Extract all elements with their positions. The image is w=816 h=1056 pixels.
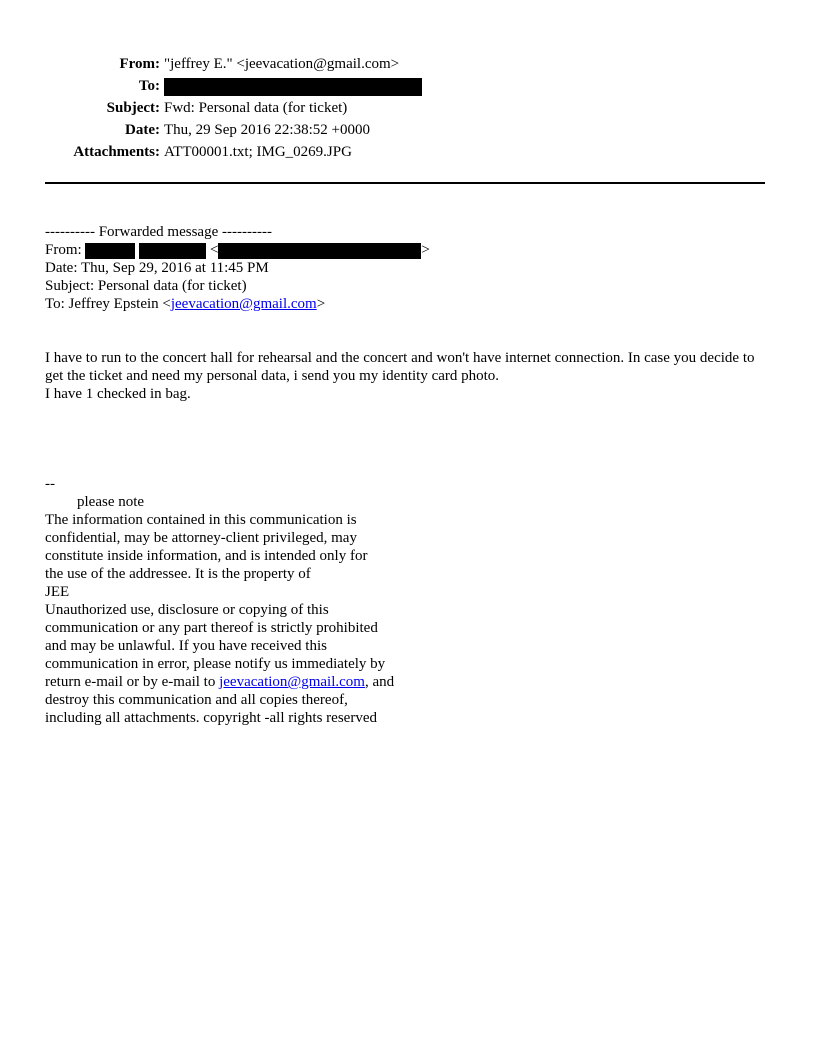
header-divider <box>45 182 765 184</box>
angle-open: < <box>209 242 219 258</box>
subject-value: Fwd: Personal data (for ticket) <box>164 100 348 116</box>
signature-return-line <box>45 673 765 691</box>
from-value: "jeffrey E." <jeevacation@gmail.com> <box>164 56 400 72</box>
forwarded-to-prefix: To: Jeffrey Epstein < <box>45 296 171 312</box>
forwarded-from-line <box>45 241 765 259</box>
from-label: From: <box>119 56 160 72</box>
to-value <box>164 75 422 97</box>
date-label: Date: <box>125 122 160 138</box>
message-bag-line: I have 1 checked in bag. <box>45 386 191 402</box>
redaction-block <box>164 78 422 96</box>
signature-line: confidential, may be attorney-client privileged, may <box>45 530 357 546</box>
signature-line: the use of the addressee. It is the property of <box>45 566 311 582</box>
signature-line: JEE <box>45 584 70 600</box>
signature-line: destroy this communication and all copies thereof, <box>45 692 348 708</box>
forwarded-to-suffix: > <box>316 296 326 312</box>
return-prefix: return e-mail or by e-mail to <box>45 674 220 690</box>
forwarded-to-email-link[interactable]: jeevacation@gmail.com <box>170 296 317 312</box>
return-suffix: , and <box>364 674 395 690</box>
angle-close: > <box>421 242 430 258</box>
to-label: To: <box>138 78 160 94</box>
header-subject-row <box>44 97 422 119</box>
redaction-block <box>139 243 206 259</box>
signature-line: including all attachments. copyright -all rights reserved <box>45 710 377 726</box>
subject-label: Subject: <box>106 100 160 116</box>
signature-please-note: please note <box>77 494 145 510</box>
signature-line: communication or any part thereof is strictly prohibited <box>45 620 378 636</box>
header-to-row <box>44 75 422 97</box>
signature-email-link[interactable]: jeevacation@gmail.com <box>219 674 365 690</box>
redaction-block <box>85 243 135 259</box>
forwarded-subject-line: Subject: Personal data (for ticket) <box>45 278 247 294</box>
message-body <box>45 349 765 403</box>
attachments-value: ATT00001.txt; IMG_0269.JPG <box>164 144 352 160</box>
signature-line: communication in error, please notify us immediately by <box>45 656 386 672</box>
forwarded-to-line <box>45 295 765 313</box>
forwarded-message-header <box>45 223 765 313</box>
forwarded-date-line: Date: Thu, Sep 29, 2016 at 11:45 PM <box>45 260 269 276</box>
message-paragraph: I have to run to the concert hall for rehearsal and the concert and won't have internet connection. In case you decide to get the ticket and need my personal data, i send you my identity card photo. <box>45 350 755 384</box>
signature-line: constitute inside information, and is intended only for <box>45 548 368 564</box>
header-attachments-row <box>44 141 422 163</box>
forwarded-from-label: From: <box>45 242 82 258</box>
signature-line: The information contained in this communication is <box>45 512 357 528</box>
forwarded-separator: ---------- Forwarded message ---------- <box>45 224 272 240</box>
signature-dashes: -- <box>45 476 55 492</box>
email-header <box>44 53 422 163</box>
signature-line: Unauthorized use, disclosure or copying of this <box>45 602 329 618</box>
signature-line: and may be unlawful. If you have received this <box>45 638 327 654</box>
attachments-label: Attachments: <box>73 144 160 160</box>
date-value: Thu, 29 Sep 2016 22:38:52 +0000 <box>164 122 370 138</box>
header-date-row <box>44 119 422 141</box>
header-from-row <box>44 53 422 75</box>
redaction-block <box>218 243 421 259</box>
signature-block <box>45 475 765 727</box>
